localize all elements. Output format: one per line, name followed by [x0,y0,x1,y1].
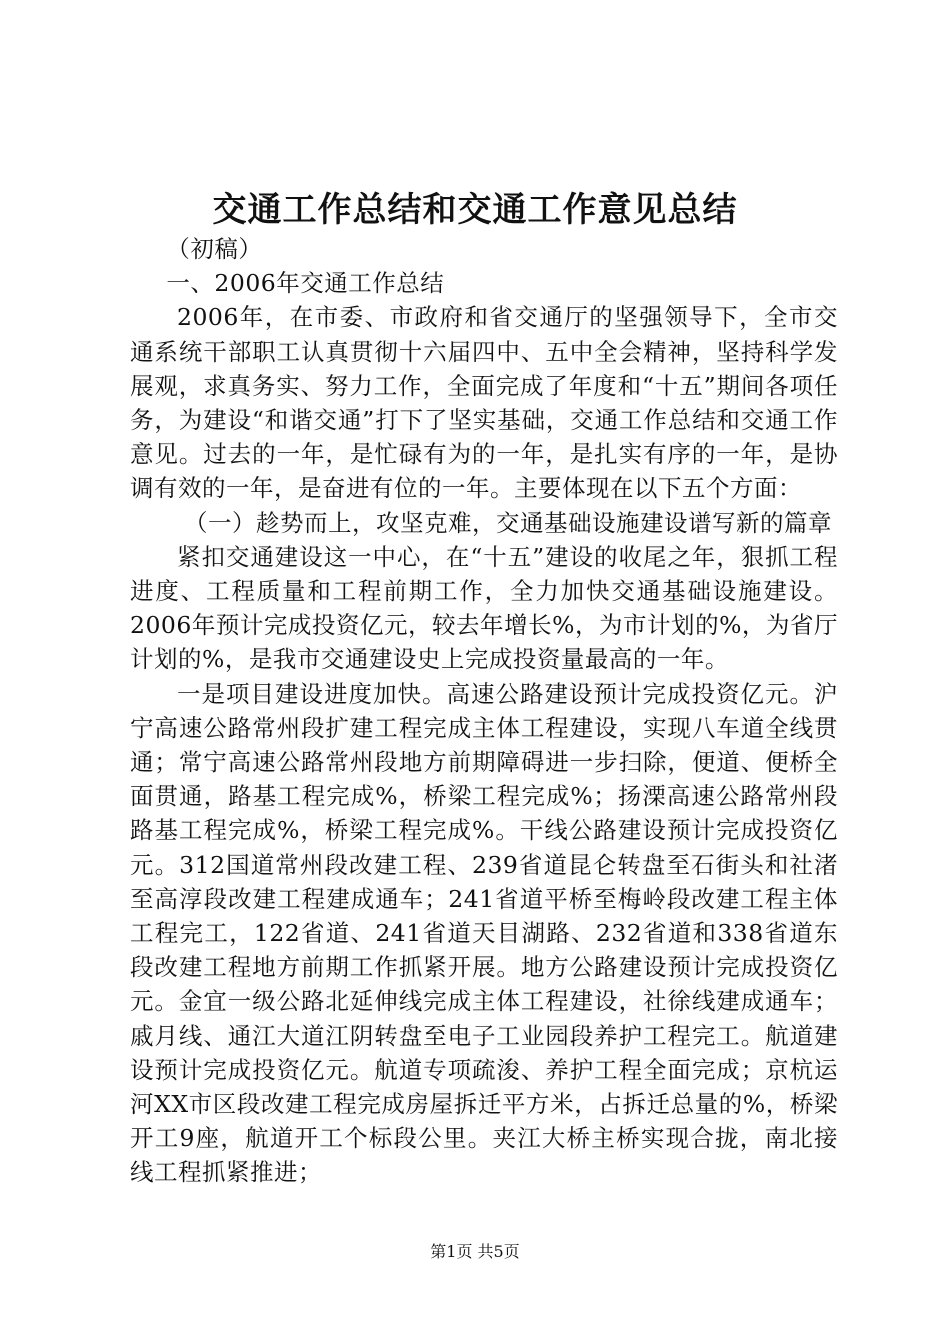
section-heading: 一、2006年交通工作总结 [166,269,445,298]
paragraph-project-progress: 一是项目建设进度加快。高速公路建设预计完成投资亿元。沪宁高速公路常州段扩建工程完成主体工程建设，实现八车道全线贯通；常宁高速公路常州段地方前期障碍进一步扫除，便道、便桥全面贯通，路基工程完成%，桥梁工程完成%；扬溧高速公路常州段路基工程完成%，桥梁工程完成%。干线公路建设预计完成投资亿元。312国道常州段改建工程、239省道昆仑转盘至石街头和社渚至高淳段改建工程建成通车；241省道平桥至梅岭段改建工程主体工程完工，122省道、241省道天目湖路、232省道和338省道东段改建工程地方前期工作抓紧开展。地方公路建设预计完成投资亿元。金宜一级公路北延伸线完成主体工程建设，社徐线建成通车；戚月线、通江大道江阴转盘至电子工业园段养护工程完工。航道建设预计完成投资亿元。航道专项疏浚、养护工程全面完成；京杭运河XX市区段改建工程完成房屋拆迁平方米，占拆迁总量的%，桥梁开工9座，航道开工个标段公里。夹江大桥主桥实现合拢，南北接线工程抓紧推进； [130,679,838,1187]
paragraph-intro: 2006年，在市委、市政府和省交通厅的坚强领导下，全市交通系统干部职工认真贯彻十六届四中、五中全会精神，坚持科学发展观，求真务实、努力工作，全面完成了年度和“十五”期间各项任务，为建设“和谐交通”打下了坚实基础，交通工作总结和交通工作意见。过去的一年，是忙碌有为的一年，是扎实有序的一年，是协调有效的一年，是奋进有位的一年。主要体现在以下五个方面： [130,303,838,503]
page-footer: 第1页 共5页 [430,1242,520,1261]
subsection-heading: （一）趁势而上，攻坚克难，交通基础设施建设谱写新的篇章 [184,508,833,537]
document-title: 交通工作总结和交通工作意见总结 [212,190,738,230]
paragraph-construction: 紧扣交通建设这一中心，在“十五”建设的收尾之年，狠抓工程进度、工程质量和工程前期工作，全力加快交通基础设施建设。2006年预计完成投资亿元，较去年增长%，为市计划的%，为省厅计划的%，是我市交通建设史上完成投资量最高的一年。 [130,542,838,674]
document-body [130,232,838,1190]
draft-note: （初稿） [166,235,263,263]
